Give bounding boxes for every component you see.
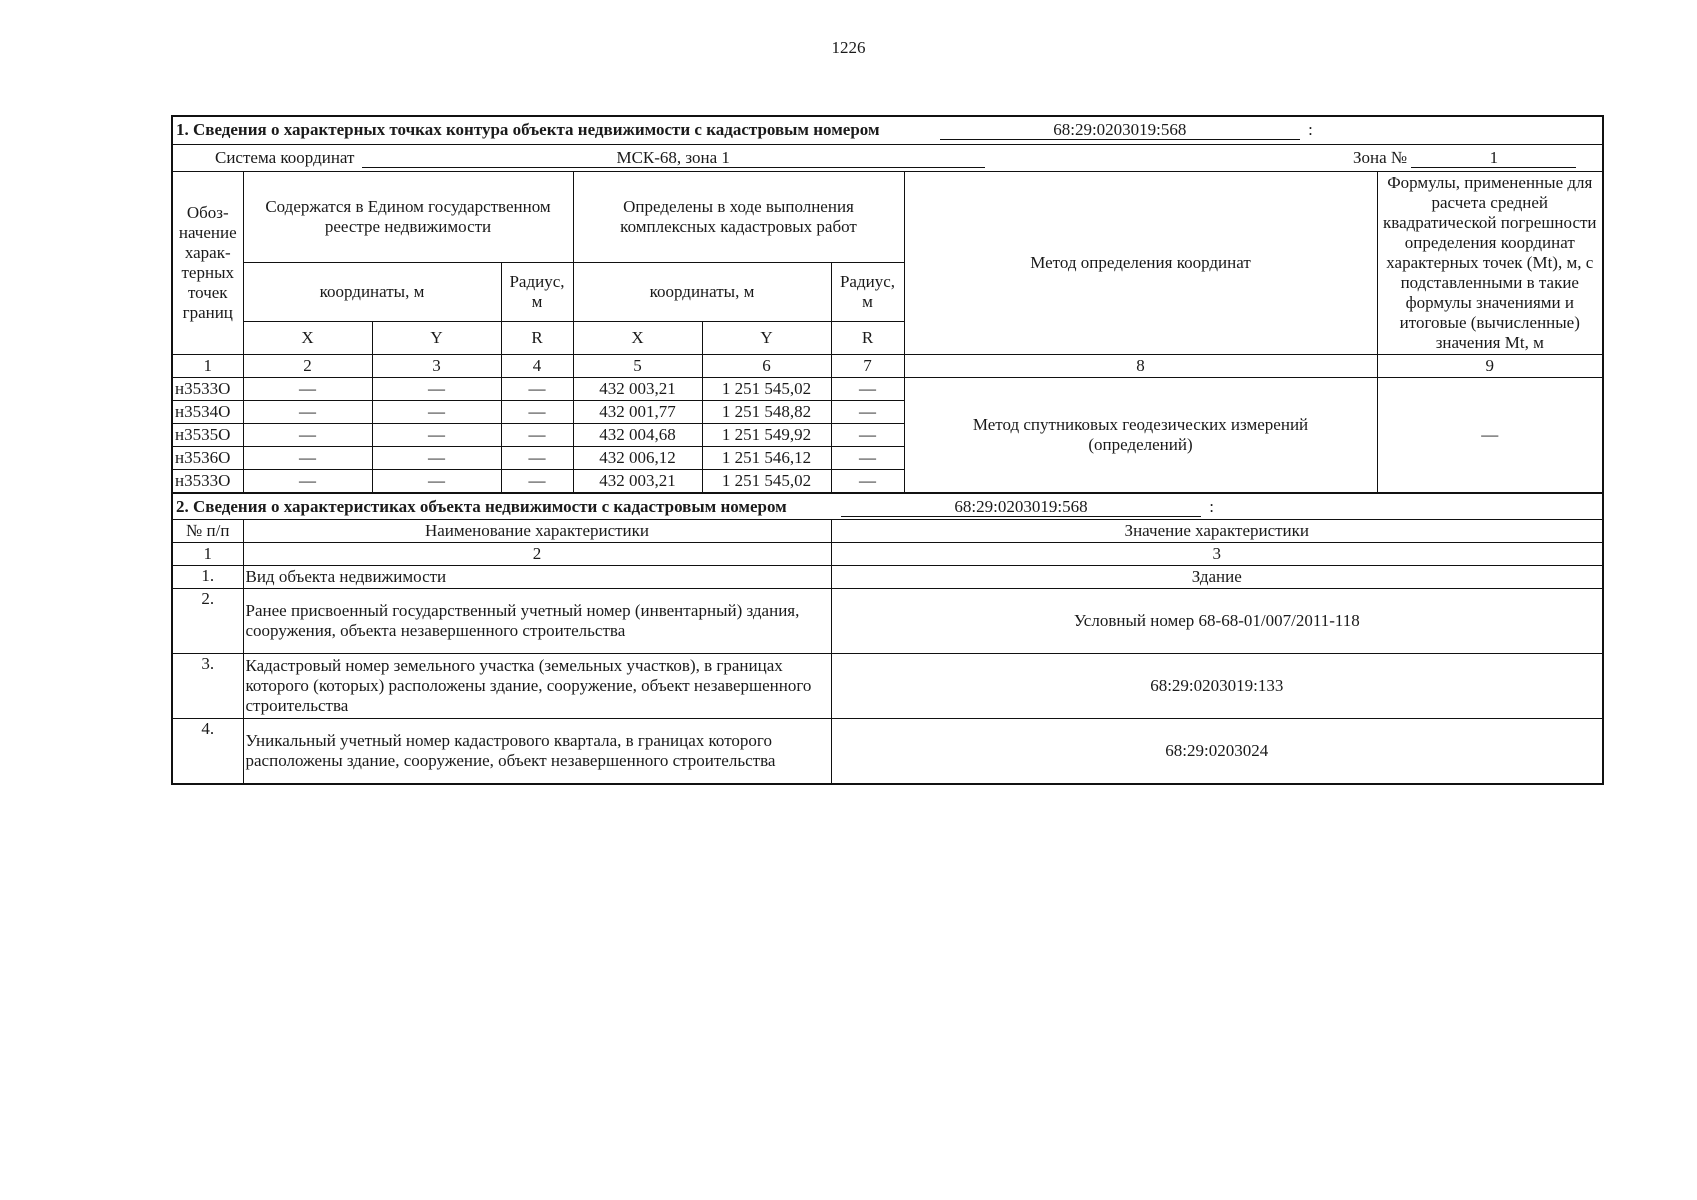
point-r: — xyxy=(831,470,904,494)
characteristic-value: Условный номер 68-68-01/007/2011-118 xyxy=(831,589,1603,654)
characteristic-name: Кадастровый номер земельного участка (земельных участков), в границах которого (которых) расположены здание, сооружение, объект незавершенного строительства xyxy=(243,654,831,719)
characteristic-value: 68:29:0203024 xyxy=(831,719,1603,785)
point-y: 1 251 549,92 xyxy=(702,424,831,447)
colnum-2: 2 xyxy=(243,355,372,378)
point-x: 432 006,12 xyxy=(573,447,702,470)
point-row xyxy=(172,378,1603,401)
characteristic-row xyxy=(172,566,1603,589)
characteristic-name: Ранее присвоенный государственный учетный номер (инвентарный) здания, сооружения, объекта незавершенного строительства xyxy=(243,589,831,654)
section2-title-row xyxy=(172,493,1603,520)
point-name: н3533О xyxy=(172,378,243,401)
header-egrn-y: Y xyxy=(372,322,501,355)
colnum-7: 7 xyxy=(831,355,904,378)
section2-title: 2. Сведения о характеристиках объекта недвижимости с кадастровым номером xyxy=(176,496,787,516)
page-number: 1226 xyxy=(831,38,866,57)
point-name: н3535О xyxy=(172,424,243,447)
zone-label: Зона № xyxy=(1352,147,1408,167)
characteristic-row xyxy=(172,589,1603,654)
method-value: Метод спутниковых геодезических измерений (определений) xyxy=(904,378,1377,494)
point-y-egrn: — xyxy=(372,401,501,424)
colnum-3: 3 xyxy=(372,355,501,378)
header-complex-group: Определены в ходе выполнения комплексных кадастровых работ xyxy=(573,172,904,263)
point-r-egrn: — xyxy=(501,447,573,470)
coord-system-value: МСК-68, зона 1 xyxy=(362,149,985,168)
point-r-egrn: — xyxy=(501,424,573,447)
header-egrn-x: X xyxy=(243,322,372,355)
point-y: 1 251 548,82 xyxy=(702,401,831,424)
header-method: Метод определения координат xyxy=(904,172,1377,355)
section1-colon: : xyxy=(1308,120,1313,140)
coord-system-label: Система координат xyxy=(215,147,355,167)
colnum-8: 8 xyxy=(904,355,1377,378)
point-name: н3533О xyxy=(172,470,243,494)
header-egrn-radius: Радиус, м xyxy=(501,263,573,322)
point-x: 432 003,21 xyxy=(573,470,702,494)
point-x-egrn: — xyxy=(243,447,372,470)
characteristic-num: 1. xyxy=(172,566,243,589)
header-complex-coords: координаты, м xyxy=(573,263,831,322)
point-x-egrn: — xyxy=(243,470,372,494)
point-y: 1 251 546,12 xyxy=(702,447,831,470)
characteristic-name: Вид объекта недвижимости xyxy=(243,566,831,589)
header-complex-x: X xyxy=(573,322,702,355)
point-name: н3534О xyxy=(172,401,243,424)
colnum-1: 1 xyxy=(172,355,243,378)
point-r: — xyxy=(831,424,904,447)
section2-header-name: Наименование характеристики xyxy=(243,520,831,543)
colnum-9: 9 xyxy=(1377,355,1603,378)
section2-header-row xyxy=(172,520,1603,543)
header-complex-r: R xyxy=(831,322,904,355)
characteristic-row xyxy=(172,654,1603,719)
section1-title: 1. Сведения о характерных точках контура объекта недвижимости с кадастровым номером xyxy=(176,120,880,140)
section2-colnum-row xyxy=(172,543,1603,566)
header-egrn-coords: координаты, м xyxy=(243,263,501,322)
header-egrn-r: R xyxy=(501,322,573,355)
zone-value: 1 xyxy=(1411,149,1576,168)
point-x: 432 003,21 xyxy=(573,378,702,401)
section2-colon: : xyxy=(1209,496,1214,516)
formula-value: — xyxy=(1377,378,1603,494)
cadastral-table xyxy=(171,115,1604,785)
characteristic-num: 4. xyxy=(172,719,243,785)
colnum-5: 5 xyxy=(573,355,702,378)
point-x-egrn: — xyxy=(243,378,372,401)
header-row-1 xyxy=(172,172,1603,263)
point-x: 432 004,68 xyxy=(573,424,702,447)
point-y-egrn: — xyxy=(372,378,501,401)
section2-header-num: № п/п xyxy=(172,520,243,543)
header-egrn-group: Содержатся в Едином государственном реестре недвижимости xyxy=(243,172,573,263)
colnum-4: 4 xyxy=(501,355,573,378)
point-r-egrn: — xyxy=(501,401,573,424)
point-y-egrn: — xyxy=(372,470,501,494)
characteristic-name: Уникальный учетный номер кадастрового квартала, в границах которого расположены здание, сооружение, объект незавершенного строительства xyxy=(243,719,831,785)
point-y: 1 251 545,02 xyxy=(702,470,831,494)
point-y-egrn: — xyxy=(372,424,501,447)
header-formulas: Формулы, примененные для расчета средней квадратической погрешности определения координат характерных точек (Mt), м, с подставленными в такие формулы значениями и итоговые (вычисленные) значения Mt, м xyxy=(1377,172,1603,355)
coord-system-row xyxy=(172,145,1603,172)
section2-cadastral-number: 68:29:0203019:568 xyxy=(841,498,1201,517)
section2-colnum-2: 2 xyxy=(243,543,831,566)
section1-cadastral-number: 68:29:0203019:568 xyxy=(940,121,1300,140)
header-complex-radius: Радиус, м xyxy=(831,263,904,322)
section2-colnum-1: 1 xyxy=(172,543,243,566)
point-x: 432 001,77 xyxy=(573,401,702,424)
header-complex-y: Y xyxy=(702,322,831,355)
point-name: н3536О xyxy=(172,447,243,470)
point-r: — xyxy=(831,447,904,470)
point-r: — xyxy=(831,378,904,401)
point-x-egrn: — xyxy=(243,424,372,447)
characteristic-value: Здание xyxy=(831,566,1603,589)
section2-colnum-3: 3 xyxy=(831,543,1603,566)
point-x-egrn: — xyxy=(243,401,372,424)
section2-header-value: Значение характеристики xyxy=(831,520,1603,543)
characteristic-row xyxy=(172,719,1603,785)
characteristic-num: 3. xyxy=(172,654,243,719)
section1-title-row xyxy=(172,116,1603,145)
point-r-egrn: — xyxy=(501,470,573,494)
point-r: — xyxy=(831,401,904,424)
characteristic-num: 2. xyxy=(172,589,243,654)
colnum-6: 6 xyxy=(702,355,831,378)
header-designation: Обоз-начение харак-терных точек границ xyxy=(172,172,243,355)
point-r-egrn: — xyxy=(501,378,573,401)
characteristic-value: 68:29:0203019:133 xyxy=(831,654,1603,719)
point-y-egrn: — xyxy=(372,447,501,470)
column-numbers-row xyxy=(172,355,1603,378)
point-y: 1 251 545,02 xyxy=(702,378,831,401)
